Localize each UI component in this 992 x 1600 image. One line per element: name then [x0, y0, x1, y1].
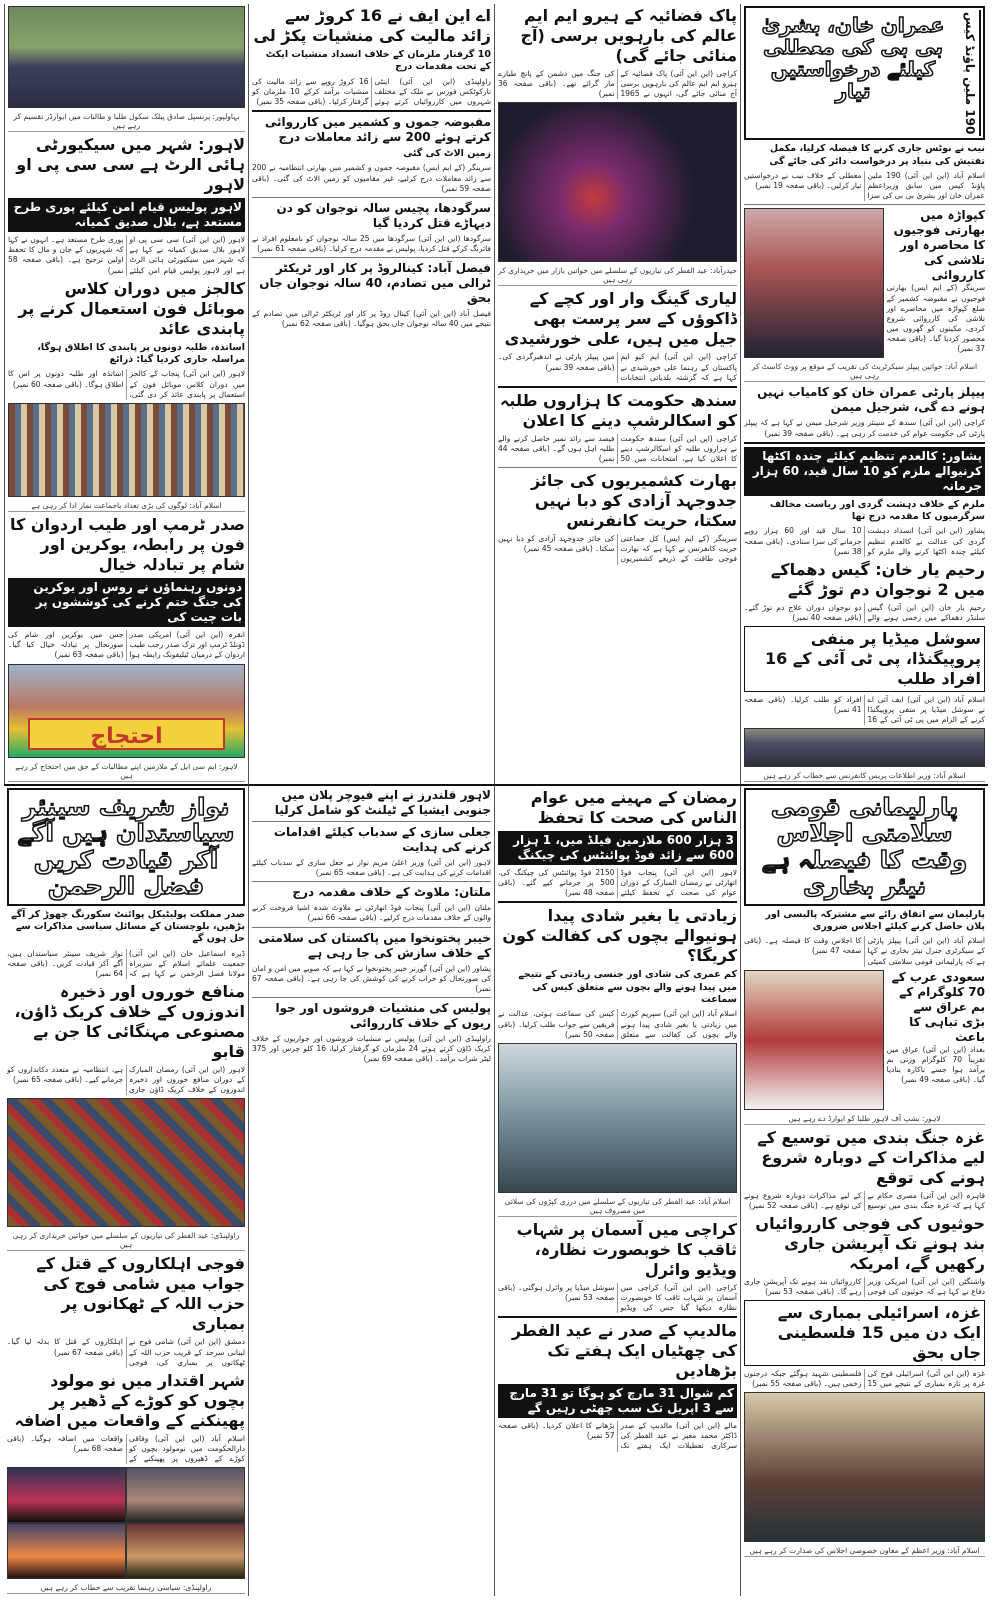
photo-market-shopping-caption: حیدرآباد: عید الفطر کی تیاریوں کے سلسلے میں خواتین بازار میں خریداری کر رہی ہیں	[498, 266, 737, 285]
police-crackdown-body: راولپنڈی (این این آئی) پولیس نے منشیات فروشوں اور جواریوں کے خلاف کریک ڈاؤن کرتے ہوئے 24 ملزمان کو گرفتار کرلیا، 16 کلو چرس اور 375 لیٹر شراب برآمد۔ (باقی صفحہ 69 نمبر)	[252, 1033, 491, 1064]
col1-bottom	[4, 784, 248, 1596]
rahimyar-body: رحیم یار خان (این این آئی) گیس سلنڈر دھماکے میں زخمی ہونے والے دو نوجوان دوران علاج دم توڑ گئے۔ (باقی صفحہ 40 نمبر)	[744, 602, 985, 622]
photo-award-ceremony-caption: بہاولپور: پرنسپل صادق پبلک سکول طلبا و طالبات میں ایوارڈز تقسیم کر رہے ہیں	[8, 111, 245, 132]
scholarship-body: کراچی (این این آئی) سندھ حکومت نے ہزاروں طلبہ کو اسکالرشپ دینے کا اعلان کیا ہے، امتحانات میں 50 فیصد سے زائد نمبر حاصل کرنے والے طلبہ اہل ہوں گے۔ (باقی صفحہ 44 نمبر)	[498, 433, 737, 463]
mm-alam-body: کراچی (این این آئی) پاک فضائیہ کے ہیرو ایم ایم عالم کی بارہویں برسی آج منائی جائے گی، انہوں نے 1965 کی جنگ میں دشمن کے پانچ طیارے مار گرائے تھے۔ (باقی صفحہ 36 نمبر)	[498, 69, 737, 99]
mobile-ban-headline: کالجز میں دوران کلاس موبائل فون استعمال کرنے پر پابندی عائد	[18, 278, 245, 338]
meteor-body: کراچی (این این آئی) کراچی میں آسمان پر شہاب ثاقب کا خوبصورت نظارہ دیکھا گیا جس کی ویڈیو سوشل میڈیا پر وائرل ہوگئی۔ (باقی صفحہ 53 نمبر)	[498, 1282, 737, 1313]
gaza-talks-body: قاہرہ (این این آئی) مصری حکام نے کہا ہے کہ غزہ جنگ بندی میں توسیع کے لیے مذاکرات دوبارہ شروع ہونے کی توقع ہے۔ (باقی صفحہ 52 نمبر)	[744, 1190, 985, 1210]
kupwara-headline: کپواڑہ میں بھارتی فوجیوں کا محاصرہ اور تلاشی کی کارروائی	[893, 208, 985, 283]
photo-bazaar-caption: راولپنڈی: عید الفطر کی تیاریوں کے سلسلے میں خواتین خریداری کر رہی ہیں	[7, 1230, 245, 1251]
fazl-sub: صدر مملکت پولیٹیکل پوائنٹ سکورنگ چھوڑ کر آگے بڑھیں، بلوچستان کے مسائل سیاسی مذاکرات سے حل ہوں گے	[11, 908, 245, 945]
lead-subheadline: نیب نے نوٹس جاری کرنے کا فیصلہ کرلیا، مکمل تفتیش کی بنیاد پر درخواست دائر کی جائے گی	[769, 143, 985, 167]
nayyar-bukhari-body: اسلام آباد (این این آئی) پیپلز پارٹی کے سیکرٹری جنرل نیئر بخاری نے کہا ہے کہ پارلیمانی قومی سلامتی کمیٹی کا اجلاس وقت کا فیصلہ ہے۔ (باقی صفحہ 47 نمبر)	[744, 936, 985, 966]
maldives-sub: کم شوال 31 مارچ کو ہوگا تو 31 مارچ سے 3 اپریل تک سب چھٹی رہیں گے	[498, 1384, 737, 1418]
houthi-headline: حوثیوں کی فوجی کارروائیاں بند ہونے تک آپریشن جاری رکھیں گے، امریکہ	[755, 1213, 985, 1273]
faisalabad-body: فیصل آباد (این این آئی) کینال روڈ پر کار اور ٹریکٹر ٹرالی میں تصادم کے نتیجے میں 40 سالہ نوجوان جاں بحق ہوگیا۔ (باقی صفحہ 62 نمبر)	[252, 309, 491, 329]
newborn-headline: شہر اقتدار میں نو مولود بچوں کو کوڑے کے ڈھیر پر پھینکنے کے واقعات میں اضافہ	[14, 1370, 245, 1430]
col2-bottom	[248, 784, 494, 1596]
photo-bishop-award-caption: لاہور: بشپ آف لاہور طلبا کو ایوارڈ دے رہے ہیں	[744, 1113, 985, 1125]
peshawar-headline: پشاور: کالعدم تنظیم کیلئے چندہ اکٹھا کرنیوالے ملزم کو 10 سال قید، 60 ہزار جرمانہ	[744, 447, 985, 496]
faisalabad-headline: فیصل آباد: کینالروڈ پر کار اور ٹریکٹر ٹرالی میں تصادم، 40 سالہ نوجوان جاں بحق	[259, 261, 491, 306]
photo-tailors	[498, 1043, 737, 1193]
ppp-headline: پیپلز پارٹی عمران خان کو کامیاب نہیں ہونے دے گی، شرجیل میمن	[757, 385, 985, 415]
photo-market-shopping	[498, 102, 737, 262]
col3-top	[494, 4, 740, 784]
photo-tailors-caption: اسلام آباد: عید الفطر کی تیاریوں کے سلسلے میں درزی کپڑوں کی سلائی میں مصروف ہیں	[498, 1196, 737, 1217]
photo-award-ceremony	[8, 6, 245, 108]
lyari-body: کراچی (این این آئی) ایم کیو ایم پاکستان کے رہنما علی خورشیدی نے کہا ہے کہ گزشتہ بلدیاتی انتخابات میں پیپلز پارٹی نے اندھیرگردی کی۔ (باقی صفحہ 39 نمبر)	[498, 352, 737, 382]
photo-meeting-caption: اسلام آباد: وزیر اعظم کے معاون خصوصی اجلاس کی صدارت کر رہے ہیں	[744, 1545, 985, 1557]
hoarders-headline: منافع خوروں اور ذخیرہ اندوزوں کے خلاف کریک ڈاؤن، مصنوعی مہنگائی کا جن بے قابو	[14, 981, 245, 1061]
qalandars-headline: لاہور قلندرز نے اپنے فیوچر پلان میں جنوبی ایشیا کے ٹیلنٹ کو شامل کرلیا	[274, 788, 491, 817]
mobile-ban-body: لاہور (این این آئی) پنجاب کے کالجز میں دوران کلاس موبائل فون کے استعمال پر پابندی عائد کر دی گئی، اساتذہ اور طلبہ دونوں پر اس کا اطلاق ہوگا۔ (باقی صفحہ 60 نمبر)	[8, 369, 245, 399]
photo-protest	[8, 664, 245, 758]
trump-erdogan-sub: دونوں رہنماؤں نے روس اور یوکرین کی جنگ ختم کرنے کی کوششوں پر بات چیت کی	[8, 578, 245, 627]
col4-bottom	[740, 784, 988, 1596]
maldives-headline: مالدیپ کے صدر نے عید الفطر کی چھٹیاں ایک ہفتے تک بڑھادیں	[511, 1321, 737, 1381]
trump-erdogan-headline: صدر ٹرمپ اور طیب اردوان کا فون پر رابطہ، یوکرین اور شام پر تبادلہ خیال	[9, 515, 245, 575]
sargodha-body: سرگودھا (این این آئی) سرگودھا میں 25 سالہ نوجوان کو نامعلوم افراد نے فائرنگ کرکے قتل کردیا، پولیس نے مقدمہ درج کرلیا۔ (باقی صفحہ 61 نمبر)	[252, 233, 491, 253]
photo-meeting	[744, 1392, 985, 1542]
syria-body: دمشق (این این آئی) شامی فوج نے لبنانی سرحد کے قریب حزب اللہ کے ٹھکانوں پر بمباری کی، فوجی اہلکاروں کے قتل کا بدلہ لیا گیا۔ (باقی صفحہ 67 نمبر)	[7, 1337, 245, 1367]
kashmir-cases-sub: زمین الاٹ کی گئی	[403, 148, 491, 160]
lead-body: اسلام آباد (این این آئی) 190 ملین پاؤنڈ کیس میں سابق وزیراعظم عمران خان اور بشریٰ بی بی کی سزا معطلی کے خلاف نیب نے درخواستیں تیار کرلیں۔ (باقی صفحہ 19 نمبر)	[744, 171, 985, 201]
sargodha-headline: سرگودھا، پچیس سالہ نوجوان کو دن دیہاڑے قتل کردیا گیا	[276, 200, 491, 230]
photo-prayer-caption: اسلام آباد: لوگوں کی بڑی تعداد باجماعت نماز ادا کر رہی ہے	[8, 500, 245, 512]
kashmir-cases-headline: مقبوضہ جموں و کشمیر میں کارروائی کرتے ہوئے 200 سے زائد معاملات درج	[264, 115, 491, 145]
page-grid	[4, 4, 988, 1596]
lead-banner	[744, 6, 985, 140]
social-media-headline: سوشل میڈیا پر منفی پروپیگنڈا، پی ٹی آئی کے 16 افراد طلب	[744, 626, 985, 692]
hoarders-body: لاہور (این این آئی) رمضان المبارک کے دوران منافع خوروں اور ذخیرہ اندوزوں کے خلاف کریک ڈاؤن جاری ہے، انتظامیہ نے متعدد دکانداروں کو جرمانے کیے۔ (باقی صفحہ 65 نمبر)	[7, 1064, 245, 1095]
multan-body: ملتان (این این آئی) پنجاب فوڈ اتھارٹی نے ملاوٹ شدہ اشیا فروخت کرنے والوں کے خلاف مقدمات درج کرلیے۔ (باقی صفحہ 66 نمبر)	[252, 903, 491, 923]
meteor-headline: کراچی میں آسمان پر شہاب ثاقب کا خوبصورت نظارہ، ویڈیو وائرل	[516, 1219, 737, 1279]
rahimyar-headline: رحیم یار خان: گیس دھماکے میں 2 نوجوان دم توڑ گئے	[770, 559, 985, 599]
hurriyat-headline: بھارت کشمیریوں کی جائز جدوجہد آزادی کو دبا نہیں سکتا، حریت کانفرنس	[530, 471, 737, 531]
nayyar-bukhari-headline: پارلیمانی قومی سلامتی اجلاس وقت کا فیصلہ ہے نیئر بخاری	[744, 788, 985, 906]
photo-collage-caption: راولپنڈی: سیاسی رہنما تقریب سے خطاب کر رہے ہیں	[7, 1582, 245, 1594]
newborn-body: اسلام آباد (این این آئی) وفاقی دارالحکومت میں نومولود بچوں کو کوڑے کے ڈھیروں پر پھینکنے کے واقعات میں اضافہ ہوگیا۔ (باقی صفحہ 68 نمبر)	[7, 1433, 245, 1463]
photo-women-voting-caption: اسلام آباد: خواتین پیپلز سیکرٹریٹ کی تقریب کے موقع پر ووٹ کاسٹ کر رہی ہیں	[744, 361, 985, 382]
fraud-body: لاہور (این این آئی) وزیر اعلیٰ مریم نواز نے جعل سازی کے سدباب کیلئے اقدامات کرنے کی ہدایت کی ہے۔ (باقی صفحہ 65 نمبر)	[252, 858, 491, 878]
col4-top	[740, 4, 988, 784]
lead-headline: عمران خان، بشریٰ بی بی کی معطلی کیلئے درخواستیں تیار	[761, 13, 945, 103]
col1-top	[4, 4, 248, 784]
gaza-bombing-body: غزہ (این این آئی) اسرائیلی فوج کی غزہ پر تازہ بمباری کے نتیجے میں 15 فلسطینی شہید ہوگئے جبکہ درجنوں زخمی ہیں۔ (باقی صفحہ 55 نمبر)	[744, 1369, 985, 1389]
child-custody-headline: زیادتی یا بغیر شادی پیدا ہونیوالے بچوں کی کفالت کون کریگا؟	[502, 906, 737, 966]
col2-top	[248, 4, 494, 784]
lahore-security-body: لاہور (این این آئی) سی سی پی او لاہور بلال صدیق کمیانہ نے کہا ہے کہ شہر میں سیکیورٹی ہائی الرٹ ہے اور لاہور پولیس قیام امن کیلئے پوری طرح مستعد ہے۔ انہوں نے کہا کہ شہریوں کے جان و مال کا تحفظ اولین ترجیح ہے۔ (باقی صفحہ 58 نمبر)	[8, 235, 245, 275]
hurriyat-body: سرینگر (کے ایم ایس) کل جماعتی حریت کانفرنس نے کہا ہے کہ بھارت فوجی طاقت کے ذریعے کشمیریوں کی جائز جدوجہد آزادی کو دبا نہیں سکتا۔ (باقی صفحہ 45 نمبر)	[498, 534, 737, 564]
mm-alam-headline: پاک فضائیہ کے ہیرو ایم ایم عالم کی بارہویں برسی (آج منائی جائے گی)	[520, 6, 737, 65]
kupwara-body: سرینگر (کے ایم ایس) بھارتی فوجیوں نے مقبوضہ کشمیر کے ضلع کپواڑہ میں محاصرے اور تلاشی کی کارروائی شروع کردی، مکینوں کو گھروں میں محصور کردیا گیا۔ (باقی صفحہ 37 نمبر)	[886, 283, 985, 354]
anf-body: راولپنڈی (این این آئی) اینٹی نارکوٹکس فورس نے ملک کے مختلف شہروں میں کارروائیاں کرتے ہوئے 16 کروڑ روپے سے زائد مالیت کی منشیات برآمد کرکے 10 ملزمان کو گرفتار کرلیا۔ (باقی صفحہ 35 نمبر)	[252, 76, 491, 106]
fraud-headline: جعلی سازی کے سدباب کیلئے اقدامات کرنے کی ہدایت	[273, 825, 491, 854]
iraq-bomb-headline: سعودی عرب کے 70 کلوگرام کے بم عراق سے بڑی تباہی کا باعث	[891, 969, 985, 1044]
photo-prayer	[8, 403, 245, 497]
col3-bottom	[494, 784, 740, 1596]
multan-headline: ملتان: ملاوٹ کے خلاف مقدمہ درج	[292, 885, 491, 900]
lead-banner-tag: 190 ملین پاؤنڈ کیس	[961, 10, 981, 136]
maldives-body: مالے (این این آئی) مالدیپ کے صدر ڈاکٹر محمد معیز نے عید الفطر کی سرکاری تعطیلات ایک ہفتے تک بڑھانے کا اعلان کردیا۔ (باقی صفحہ 57 نمبر)	[498, 1421, 737, 1451]
photo-bishop-award	[744, 970, 884, 1110]
fazl-body: ڈیرہ اسماعیل خان (این این آئی) جمعیت علمائے اسلام کے سربراہ مولانا فضل الرحمن نے کہا ہے کہ نواز شریف سینئر سیاستدان ہیں، آگے آکر قیادت کریں۔ (باقی صفحہ 64 نمبر)	[7, 948, 245, 978]
child-custody-body: اسلام آباد (این این آئی) سپریم کورٹ میں زیادتی یا بغیر شادی پیدا ہونے والے بچوں کی کفالت سے متعلق کیس کی سماعت ہوئی، عدالت نے فریقین سے جواب طلب کرلیا۔ (باقی صفحہ 50 نمبر)	[498, 1009, 737, 1039]
police-crackdown-headline: پولیس کی منشیات فروشوں اور جوا ریوں کے خلاف کارروائی	[275, 1000, 491, 1030]
photo-press-conference	[744, 728, 985, 767]
kp-conspiracy-body: پشاور (این این آئی) گورنر خیبر پختونخوا نے کہا ہے کہ صوبے میں امن و امان کی صورتحال کو خراب کرنے کی کوشش کی جا رہی ہے۔ (باقی صفحہ 67 نمبر)	[252, 963, 491, 993]
anf-headline: اے این ایف نے 16 کروڑ سے زائد مالیت کی منشیات پکڑ لی	[253, 6, 491, 45]
peshawar-sub: ملزم کے خلاف دہشت گردی اور ریاست مخالف سرگرمیوں کا مقدمہ درج تھا	[770, 498, 985, 523]
peshawar-body: پشاور (این این آئی) انسداد دہشت گردی کی عدالت نے کالعدم تنظیم کیلئے چندہ اکٹھا کرنے والے ملزم کو 10 سال قید اور 60 ہزار روپے جرمانے کی سزا سنادی۔ (باقی صفحہ 38 نمبر)	[744, 526, 985, 556]
trump-erdogan-body: انقرہ (این این آئی) امریکی صدر ڈونلڈ ٹرمپ اور ترک صدر رجب طیب اردوان کے درمیان ٹیلیفونک رابطہ ہوا جس میں یوکرین اور شام کی صورتحال پر تبادلہ خیال کیا گیا۔ (باقی صفحہ 63 نمبر)	[8, 630, 245, 660]
iraq-bomb-body: بغداد (این این آئی) عراق میں تقریباً 70 کلوگرام وزنی بم برآمد ہوا جسے ناکارہ بنادیا گیا۔ (باقی صفحہ 49 نمبر)	[886, 1044, 985, 1084]
protest-banner: احتجاج	[28, 718, 225, 749]
photo-collage-politicians	[7, 1467, 245, 1579]
gaza-talks-headline: غزہ جنگ بندی میں توسیع کے لیے مذاکرات کے دوبارہ شروع ہونے کی توقع	[757, 1127, 985, 1187]
lahore-security-sub: لاہور پولیس قیام امن کیلئے پوری طرح مستعد ہے، بلال صدیق کمیانہ	[8, 198, 245, 232]
lahore-security-headline: لاہور: شہر میں سیکیورٹی ہائی الرٹ ہے سی سی پی او لاہور	[16, 135, 245, 195]
gaza-bombing-headline: غزہ، اسرائیلی بمباری سے ایک دن میں 15 فلسطینی جاں بحق	[744, 1300, 985, 1366]
ramadan-health-sub: 3 ہزار 600 ملازمین فیلڈ میں، 1 ہزار 600 سے زائد فوڈ پوائنٹس کی چیکنگ	[498, 831, 737, 865]
kp-conspiracy-headline: خیبر پختونخوا میں پاکستان کی سلامتی کے خلاف سازش کی جا رہی ہے	[258, 930, 491, 960]
nayyar-bukhari-sub: پارلیمان سے اتفاق رائے سے مشترکہ پالیسی اور پلان حاصل کرنے کیلئے اجلاس ضروری	[765, 908, 985, 932]
mobile-ban-sub: اساتذہ، طلبہ دونوں پر پابندی کا اطلاق ہوگا، مراسلہ جاری کردیا گیا: ذرائع	[37, 341, 245, 366]
fazl-headline: نواز شریف سینئر سیاستدان ہیں آگے آکر قیادت کریں فضل الرحمن	[7, 788, 245, 906]
syria-headline: فوجی اہلکاروں کے قتل کے جواب میں شامی فوج کی حزب اللہ کے ٹھکانوں پر بمباری	[36, 1254, 245, 1334]
kashmir-cases-body: سرینگر (کے ایم ایس) مقبوضہ جموں و کشمیر میں بھارتی انتظامیہ نے 200 سے زائد معاملات درج کرلیے، غیر مقامیوں کو زمین الاٹ کی گئی۔ (باقی صفحہ 59 نمبر)	[252, 163, 491, 193]
photo-press-conference-caption: اسلام آباد: وزیر اطلاعات پریس کانفرنس سے خطاب کر رہے ہیں	[744, 770, 985, 782]
lyari-headline: لیاری گینگ وار اور کچے کے ڈاکوؤں کے سر پرست بھی جیل میں ہیں، علی خورشیدی	[504, 289, 737, 349]
houthi-body: واشنگٹن (این این آئی) امریکی وزیر دفاع نے کہا ہے کہ حوثیوں کی فوجی کارروائیاں بند ہونے تک آپریشن جاری رہے گا۔ (باقی صفحہ 53 نمبر)	[744, 1276, 985, 1296]
photo-protest-caption: لاہور: ایم سی ایل کے ملازمین اپنے مطالبات کے حق میں احتجاج کر رہے ہیں	[8, 761, 245, 782]
photo-women-voting	[744, 208, 884, 358]
social-media-body: اسلام آباد (این این آئی) ایف آئی اے نے سوشل میڈیا پر منفی پروپیگنڈا کرنے کے الزام میں پی ٹی آئی کے 16 افراد کو طلب کرلیا۔ (باقی صفحہ 41 نمبر)	[744, 695, 985, 725]
ramadan-health-body: لاہور (این این آئی) پنجاب فوڈ اتھارٹی نے رمضان المبارک کے دوران عوام کی صحت کے تحفظ کیلئے 2150 فوڈ پوائنٹس کی چیکنگ کی، 500 پر جرمانے کیے گئے۔ (باقی صفحہ 48 نمبر)	[498, 868, 737, 898]
photo-bazaar	[7, 1098, 245, 1227]
scholarship-headline: سندھ حکومت کا ہزاروں طلبہ کو اسکالرشپ دینے کا اعلان	[500, 390, 737, 430]
child-custody-sub: کم عمری کی شادی اور جنسی زیادتی کے نتیجے میں پیدا ہونے والے بچوں سے متعلق کیس کی سماعت	[518, 969, 737, 1006]
ppp-body: کراچی (این این آئی) سندھ کے سینئر وزیر شرجیل میمن نے کہا ہے کہ پیپلز پارٹی کی حکومت عوام کی خدمت کر رہی ہے۔ (باقی صفحہ 39 نمبر)	[744, 418, 985, 438]
ramadan-health-headline: رمضان کے مہینے میں عوام الناس کی صحت کا تحفظ	[530, 788, 737, 827]
anf-sub: 10 گرفتار ملزمان کے خلاف انسداد منشیات ایکٹ کے تحت مقدمات درج	[265, 49, 491, 73]
